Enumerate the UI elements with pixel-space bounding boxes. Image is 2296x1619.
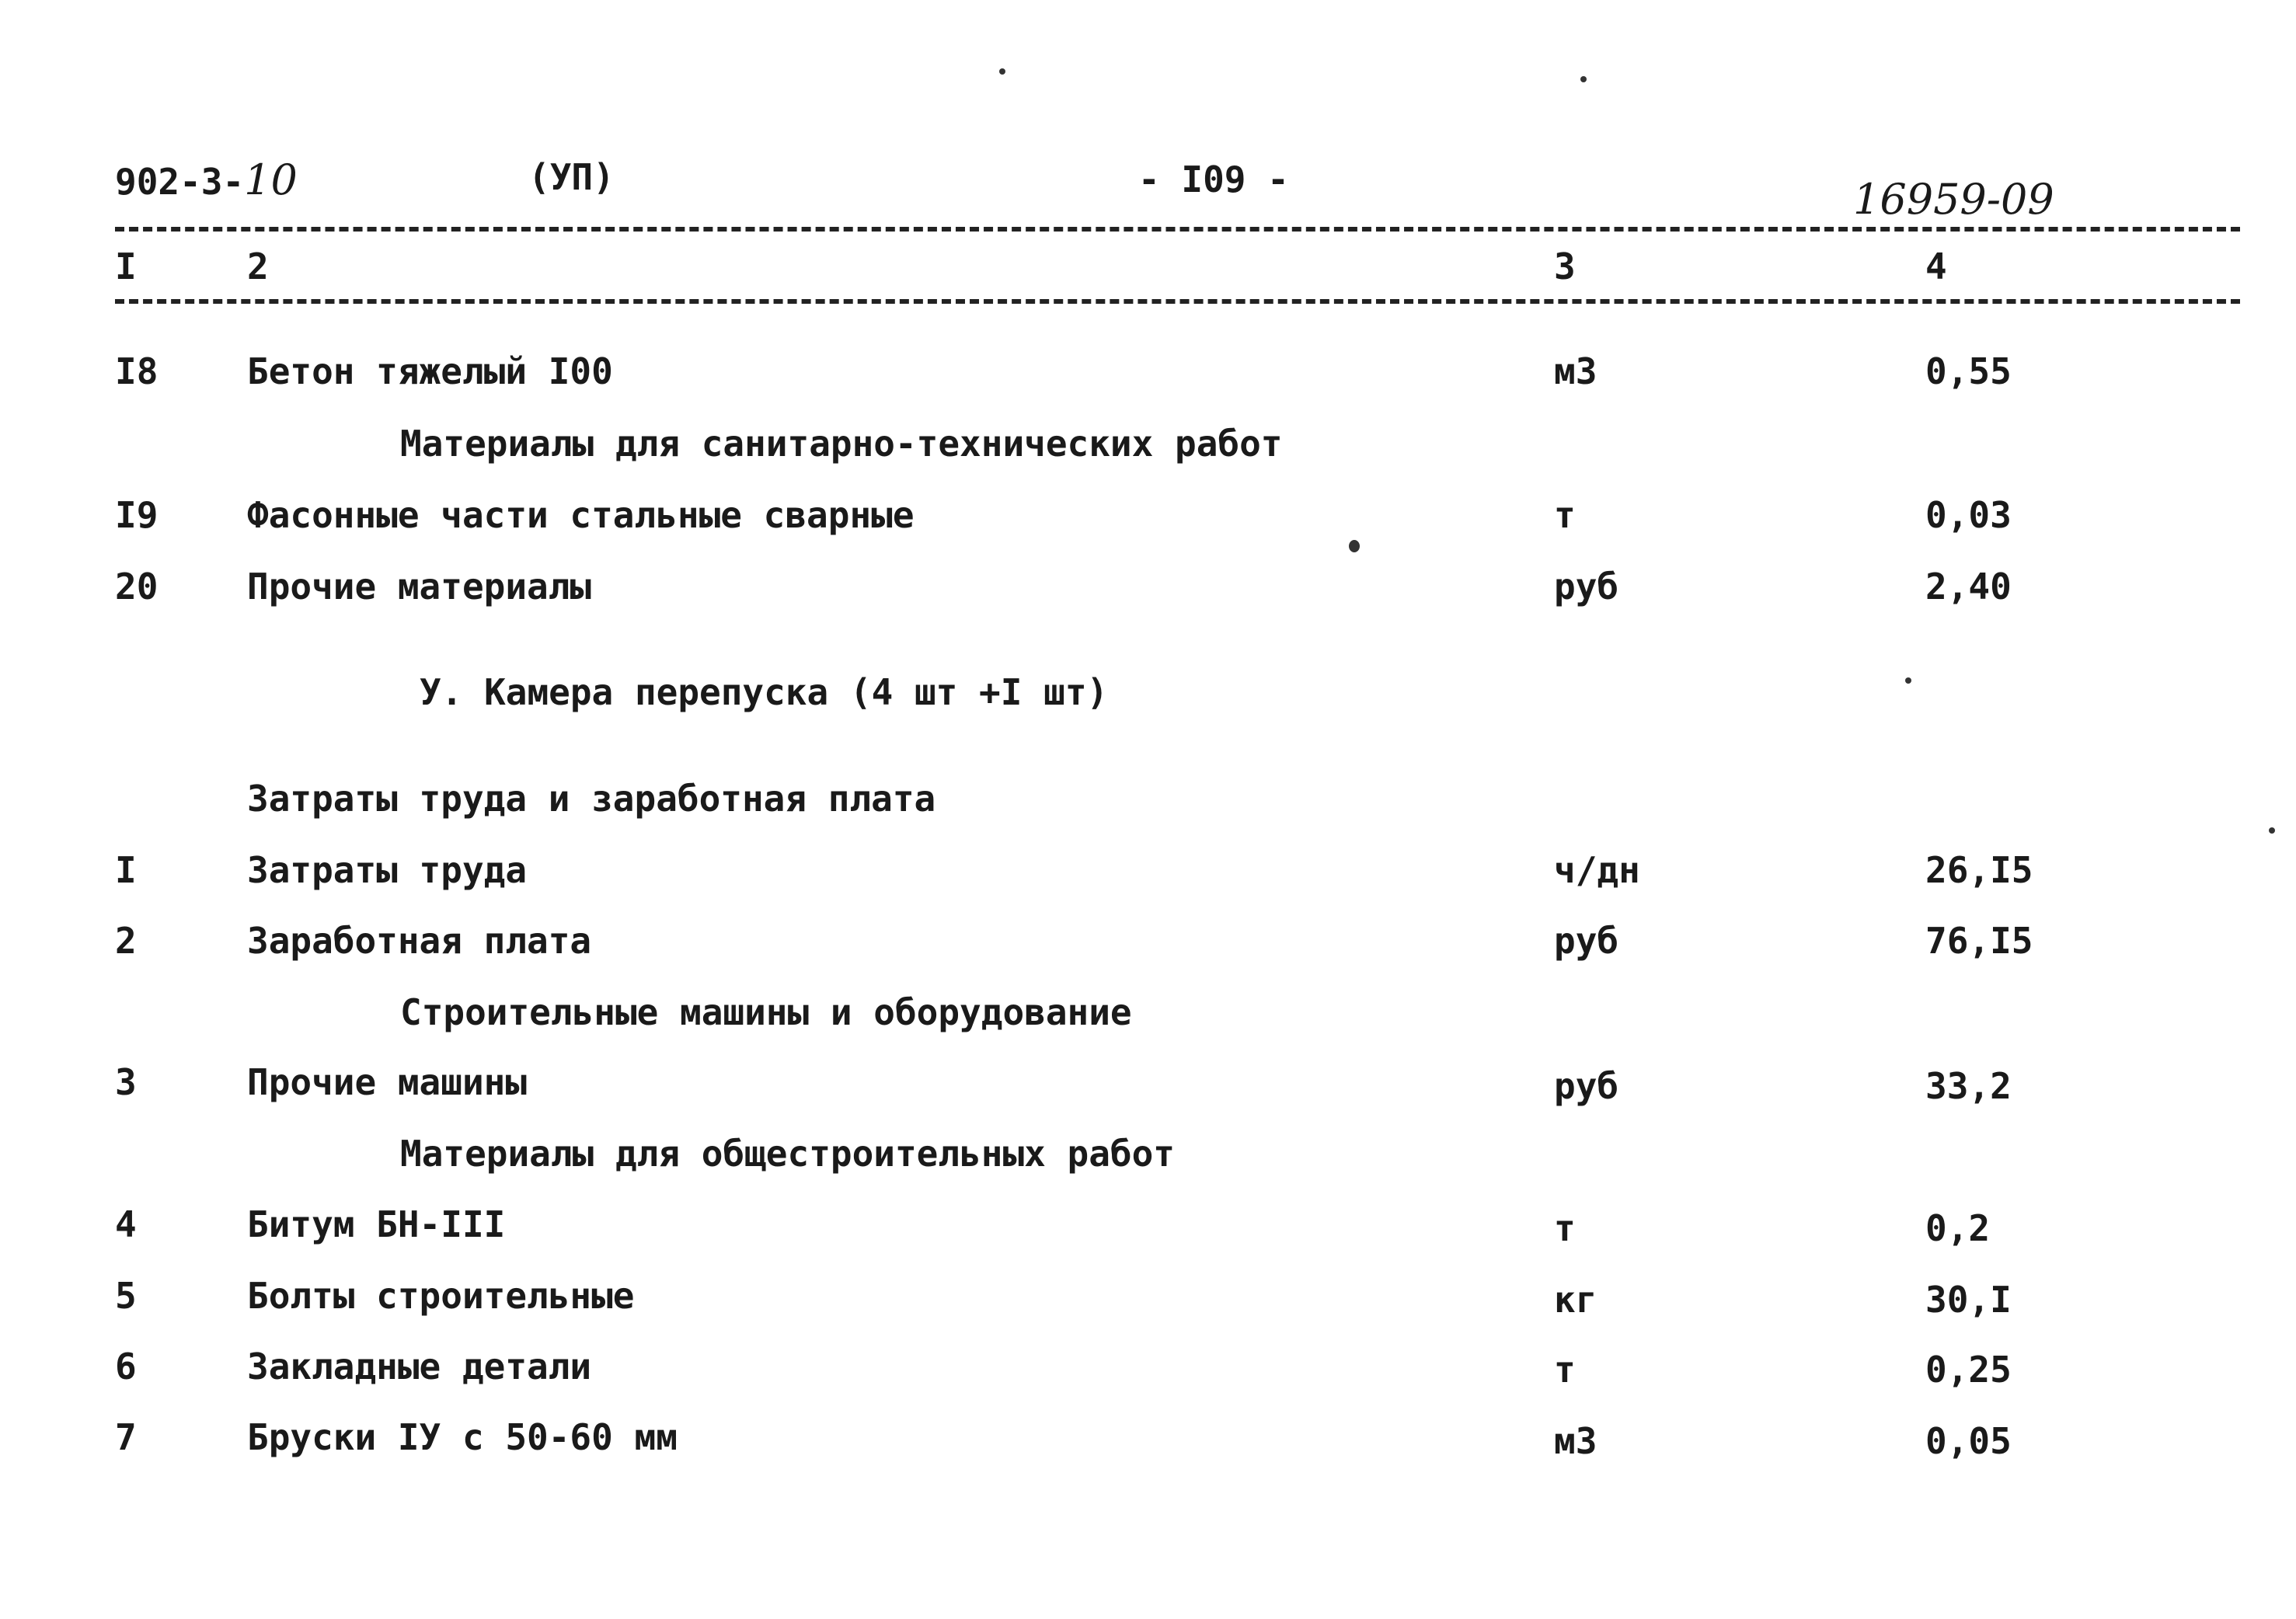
row-number: I8 xyxy=(115,350,159,392)
group-heading: Материалы для общестроительных работ xyxy=(400,1133,1175,1175)
row-name: Затраты труда xyxy=(247,849,528,891)
row-number: I xyxy=(115,849,137,891)
column-header-3: 3 xyxy=(1554,245,1576,287)
row-unit: руб xyxy=(1554,566,1619,608)
ink-speck xyxy=(1580,76,1587,82)
row-number: 20 xyxy=(115,566,159,608)
row-unit: т xyxy=(1554,1207,1576,1249)
row-name: Фасонные части стальные сварные xyxy=(247,494,915,536)
row-name: Прочие машины xyxy=(247,1061,528,1103)
row-name: Бруски IУ с 50-60 мм xyxy=(247,1416,678,1458)
row-value: 33,2 xyxy=(1925,1065,2012,1107)
column-header-1: I xyxy=(115,245,137,287)
row-number: I9 xyxy=(115,494,159,536)
row-value: 0,03 xyxy=(1925,494,2012,536)
row-unit: ч/дн xyxy=(1554,849,1640,891)
row-number: 4 xyxy=(115,1203,137,1245)
column-header-2: 2 xyxy=(247,245,269,287)
row-unit: м3 xyxy=(1554,350,1597,392)
doc-code xyxy=(115,155,298,204)
row-value: 76,I5 xyxy=(1925,920,2033,962)
row-number: 7 xyxy=(115,1416,137,1458)
page-number: - I09 - xyxy=(1138,158,1289,200)
row-unit: кг xyxy=(1554,1279,1597,1321)
row-value: 0,55 xyxy=(1925,350,2012,392)
row-unit: т xyxy=(1554,1349,1576,1391)
ink-speck xyxy=(999,68,1005,75)
row-unit: руб xyxy=(1554,920,1619,962)
series-label: (УП) xyxy=(528,156,615,198)
row-value: 0,25 xyxy=(1925,1349,2012,1391)
ink-speck xyxy=(1349,540,1360,552)
handwritten-code: 16959-09 xyxy=(1853,175,2054,224)
ink-speck xyxy=(1905,677,1911,684)
row-name: Закладные детали xyxy=(247,1346,592,1387)
row-name: Битум БН-III xyxy=(247,1203,506,1245)
row-value: 2,40 xyxy=(1925,566,2012,608)
row-value: 26,I5 xyxy=(1925,849,2033,891)
top-rule xyxy=(115,227,2240,232)
row-unit: т xyxy=(1554,494,1576,536)
row-number: 6 xyxy=(115,1346,137,1387)
row-number: 3 xyxy=(115,1061,137,1103)
row-name: Прочие материалы xyxy=(247,566,592,608)
row-value: 30,I xyxy=(1925,1279,2012,1321)
row-value: 0,05 xyxy=(1925,1420,2012,1462)
doc-code-prefix: 902-3- xyxy=(115,161,245,203)
section-title: У. Камера перепуска (4 шт +I шт) xyxy=(420,671,1109,713)
row-unit: м3 xyxy=(1554,1420,1597,1462)
row-value: 0,2 xyxy=(1925,1207,1991,1249)
row-number: 2 xyxy=(115,920,137,962)
group-heading: Строительные машины и оборудование xyxy=(400,991,1132,1033)
group-heading: Материалы для санитарно-технических работ xyxy=(400,423,1283,465)
row-name: Бетон тяжелый I00 xyxy=(247,350,613,392)
ink-speck xyxy=(2269,827,2275,834)
row-number: 5 xyxy=(115,1275,137,1317)
doc-code-suffix: 10 xyxy=(244,155,298,204)
row-name: Болты строительные xyxy=(247,1275,635,1317)
header-bottom-rule xyxy=(115,299,2240,304)
row-name: Заработная плата xyxy=(247,920,592,962)
subsection-heading: Затраты труда и заработная плата xyxy=(247,778,936,820)
column-header-4: 4 xyxy=(1925,245,1947,287)
row-unit: руб xyxy=(1554,1065,1619,1107)
